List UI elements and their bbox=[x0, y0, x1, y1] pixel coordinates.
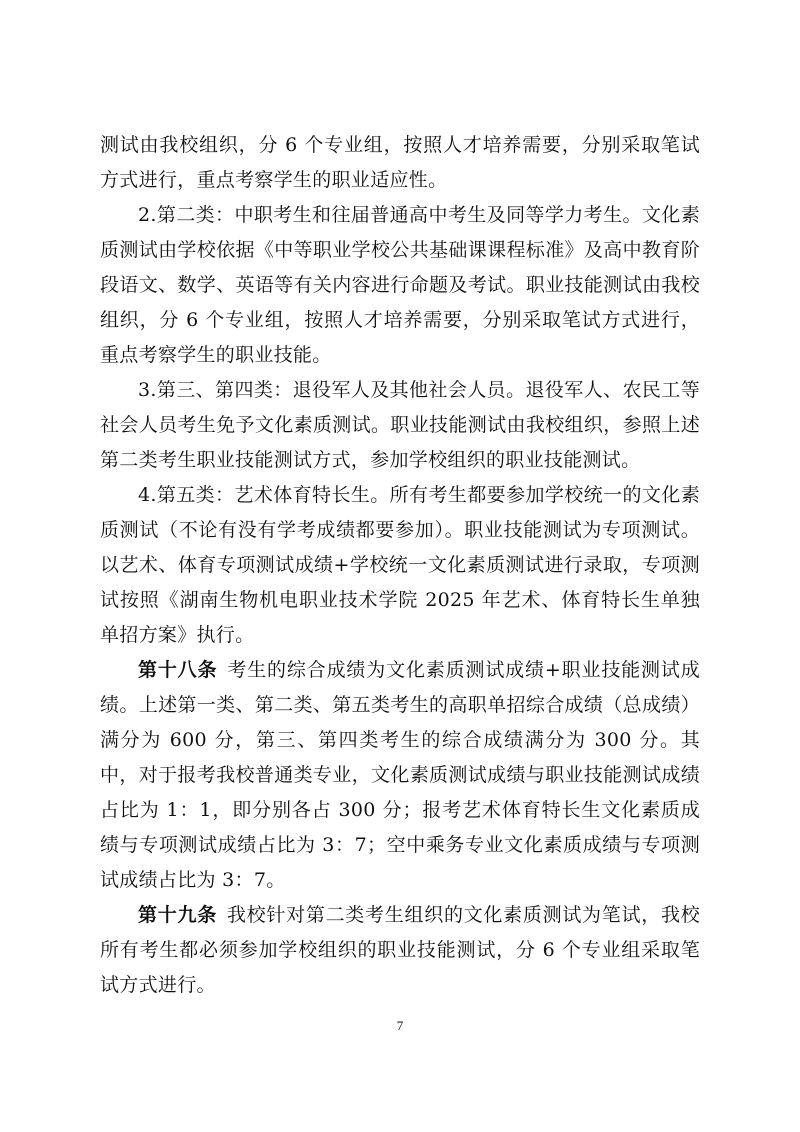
article-18 bbox=[100, 653, 700, 898]
article-heading: 第十八条 bbox=[138, 659, 218, 681]
paragraph-text: 3.第三、第四类：退役军人及其他社会人员。退役军人、农民工等社会人员考生免予文化素质测试。职业技能测试由我校组织，参照上述第二类考生职业技能测试方式，参加学校组织的职业技能测试。 bbox=[100, 379, 700, 471]
article-19 bbox=[100, 898, 700, 1003]
paragraph-text: 我校针对第二类考生组织的文化素质测试为笔试，我校所有考生都必须参加学校组织的职业技能测试，分 6 个专业组采取笔试方式进行。 bbox=[100, 904, 700, 996]
paragraph-text: 测试由我校组织，分 6 个专业组，按照人才培养需要，分别采取笔试方式进行，重点考察学生的职业适应性。 bbox=[100, 134, 700, 191]
page-number: 7 bbox=[396, 1018, 404, 1033]
body-text bbox=[100, 128, 700, 1003]
paragraph-text: 4.第五类：艺术体育特长生。所有考生都要参加学校统一的文化素质测试（不论有没有学考成绩都要参加）。职业技能测试为专项测试。以艺术、体育专项测试成绩+学校统一文化素质测试进行录取，专项测试按照《湖南生物机电职业技术学院 2025 年艺术、体育特长生单独单招方案》执行。 bbox=[100, 484, 700, 646]
paragraph-category-2 bbox=[100, 198, 700, 373]
paragraph-category-3-4 bbox=[100, 373, 700, 478]
paragraph-category-5 bbox=[100, 478, 700, 653]
paragraph-text: 2.第二类：中职考生和往届普通高中考生及同等学力考生。文化素质测试由学校依据《中等职业学校公共基础课课程标准》及高中教育阶段语文、数学、英语等有关内容进行命题及考试。职业技能测试由我校组织，分 6 个专业组，按照人才培养需要，分别采取笔试方式进行，重点考察学生的职业技能。 bbox=[100, 204, 700, 366]
article-heading: 第十九条 bbox=[138, 904, 217, 926]
paragraph-text: 考生的综合成绩为文化素质测试成绩+职业技能测试成绩。上述第一类、第二类、第五类考生的高职单招综合成绩（总成绩）满分为 600 分，第三、第四类考生的综合成绩满分为 300 分。其中，对于报考我校普通类专业，文化素质测试成绩与职业技能测试成绩占比为 1：1，即分别各占 300 分；报考艺术体育特长生文化素质成绩与专项测试成绩占比为 3：7；空中乘务专业文化素质成绩与专项测试成绩占比为 3：7。 bbox=[100, 659, 700, 891]
paragraph-continuation bbox=[100, 128, 700, 198]
